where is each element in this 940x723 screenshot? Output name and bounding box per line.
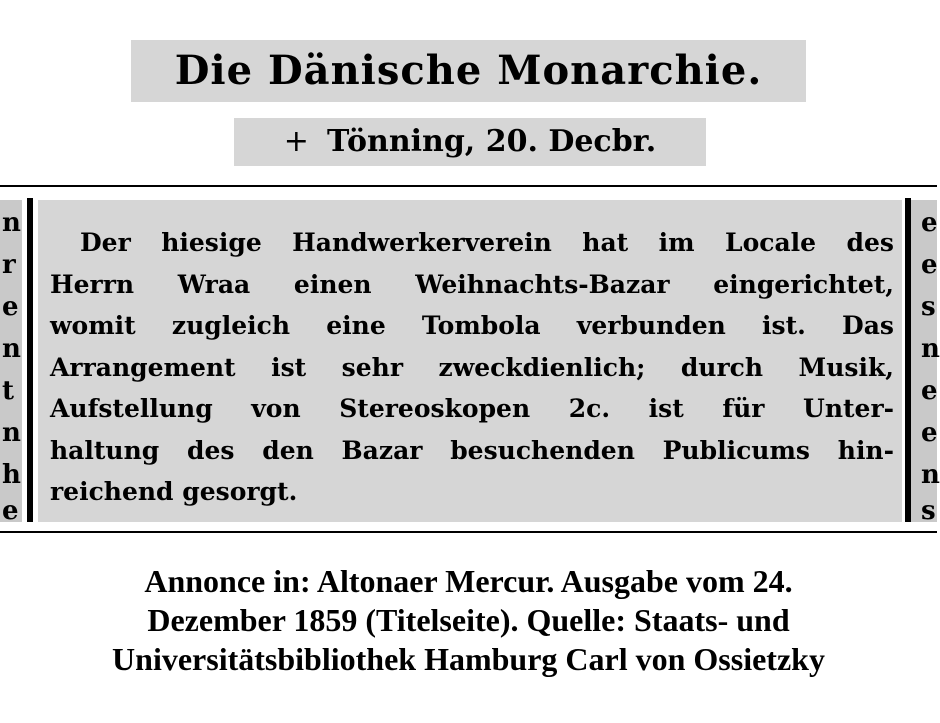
top-divider <box>0 185 937 187</box>
caption-line: Universitätsbibliothek Hamburg Carl von Ossietzky <box>112 641 825 677</box>
left-column-rule <box>27 198 33 522</box>
right-column-fragment: e <box>921 376 938 406</box>
left-column-fragment: n <box>2 208 21 238</box>
right-column-fragment: s <box>921 496 936 526</box>
article-line: Aufstellung von Stereoskopen 2c. ist für Unter- <box>50 394 894 423</box>
left-column-fragment: r <box>2 250 16 280</box>
article-body <box>38 200 902 522</box>
left-column-fragment: e <box>2 496 19 526</box>
right-column-fragment: e <box>921 250 938 280</box>
section-heading: Die Dänische Monarchie. <box>131 40 806 102</box>
source-caption <box>0 562 937 679</box>
cross-symbol: + <box>283 124 309 159</box>
right-column-fragment: s <box>921 292 936 322</box>
right-neighbor-column <box>911 200 940 526</box>
article-line: Herrn Wraa einen Weihnachts-Bazar eingerichtet, <box>50 269 894 299</box>
dateline <box>234 118 706 166</box>
article-line: Arrangement ist sehr zweckdienlich; durch Musik, <box>50 352 894 382</box>
left-column-fragment: h <box>2 460 21 490</box>
left-column-fragment: t <box>2 376 15 406</box>
left-column-fragment: n <box>2 334 21 364</box>
article-line: womit zugleich eine Tombola verbunden ist. Das <box>50 311 894 340</box>
caption-line: Dezember 1859 (Titelseite). Quelle: Staats- und <box>147 602 790 638</box>
left-neighbor-column <box>0 200 22 526</box>
right-column-fragment: n <box>921 460 940 490</box>
article-line: haltung des den Bazar besuchenden Publicums hin- <box>50 435 894 465</box>
article-line: reichend gesorgt. <box>50 477 298 506</box>
bottom-divider <box>0 531 937 533</box>
article-line: Der hiesige Handwerkerverein hat im Locale des <box>80 228 894 257</box>
caption-line: Annonce in: Altonaer Mercur. Ausgabe vom 24. <box>144 563 793 599</box>
right-column-fragment: n <box>921 334 940 364</box>
right-column-fragment: e <box>921 418 938 448</box>
left-column-fragment: e <box>2 292 19 322</box>
right-column-fragment: e <box>921 208 938 238</box>
dateline-text: Tönning, 20. Decbr. <box>326 124 657 159</box>
left-column-fragment: n <box>2 418 21 448</box>
